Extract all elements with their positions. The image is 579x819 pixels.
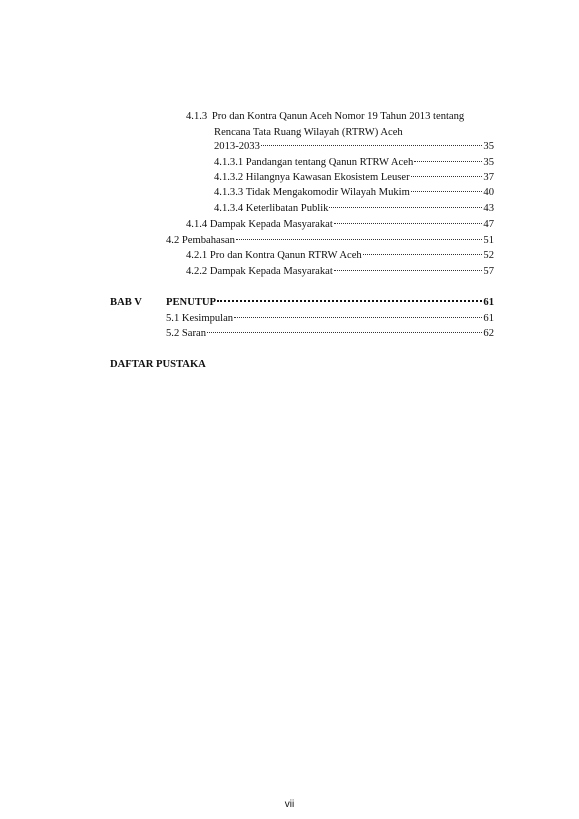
toc-number: 4.1.3.4 bbox=[214, 203, 244, 214]
dot-leader bbox=[236, 239, 483, 240]
dot-leader bbox=[217, 300, 482, 302]
toc-page-number: 52 bbox=[483, 250, 494, 261]
toc-number: 4.1.3.1 bbox=[214, 157, 244, 168]
toc-title: Dampak Kepada Masyarakat bbox=[209, 266, 333, 277]
toc-entry-4-1-3-4 bbox=[214, 202, 494, 215]
toc-title: Hilangnya Kawasan Ekosistem Leuser bbox=[245, 172, 410, 183]
toc-page-number: 57 bbox=[483, 266, 494, 277]
chapter-label-bab-v: BAB V bbox=[110, 297, 142, 308]
toc-title: Keterlibatan Publik bbox=[245, 203, 329, 214]
toc-page-number: 61 bbox=[483, 313, 494, 324]
dot-leader bbox=[363, 254, 483, 255]
toc-page-number: 37 bbox=[483, 172, 494, 183]
toc-number: 4.1.3.3 bbox=[214, 187, 244, 198]
toc-title: 2013-2033 bbox=[214, 141, 260, 152]
toc-title: Pandangan tentang Qanun RTRW Aceh bbox=[245, 157, 414, 168]
toc-number: 5.1 bbox=[166, 313, 180, 324]
toc-title: Saran bbox=[181, 328, 207, 339]
toc-entry-4-1-3-line1 bbox=[186, 110, 464, 123]
toc-page-number: 40 bbox=[483, 187, 494, 198]
toc-entry-daftar-pustaka: DAFTAR PUSTAKA bbox=[110, 359, 206, 370]
toc-title: Pembahasan bbox=[181, 235, 235, 246]
toc-number: 4.2 bbox=[166, 235, 180, 246]
toc-page-number: 62 bbox=[483, 328, 494, 339]
dot-leader bbox=[411, 176, 483, 177]
dot-leader bbox=[414, 161, 482, 162]
dot-leader bbox=[261, 145, 483, 146]
dot-leader bbox=[207, 332, 482, 333]
toc-title: Dampak Kepada Masyarakat bbox=[209, 219, 333, 230]
toc-number: 4.2.2 bbox=[186, 266, 208, 277]
toc-number: 4.1.4 bbox=[186, 219, 208, 230]
dot-leader bbox=[334, 270, 483, 271]
toc-page-number: 51 bbox=[483, 235, 494, 246]
toc-title: Pro dan Kontra Qanun RTRW Aceh bbox=[209, 250, 362, 261]
toc-title: Pro dan Kontra Qanun Aceh Nomor 19 Tahun 2013 tentang bbox=[211, 111, 465, 122]
toc-entry-4-1-3-1 bbox=[214, 156, 494, 169]
toc-entry-4-1-4 bbox=[186, 218, 494, 231]
toc-number: 5.2 bbox=[166, 328, 180, 339]
toc-title: Kesimpulan bbox=[181, 313, 234, 324]
toc-entry-4-1-3-line2: Rencana Tata Ruang Wilayah (RTRW) Aceh bbox=[214, 127, 403, 138]
dot-leader bbox=[411, 191, 483, 192]
toc-entry-4-2-2 bbox=[186, 265, 494, 278]
toc-entry-4-1-3-3 bbox=[214, 186, 494, 199]
toc-entry-5-1 bbox=[166, 312, 494, 325]
page-number: vii bbox=[284, 799, 295, 810]
toc-title: PENUTUP bbox=[166, 297, 217, 308]
toc-page-number: 47 bbox=[483, 219, 494, 230]
dot-leader bbox=[234, 317, 482, 318]
toc-page-number: 43 bbox=[483, 203, 494, 214]
toc-entry-bab-v-penutup bbox=[166, 296, 494, 309]
dot-leader bbox=[329, 207, 482, 208]
toc-title: Tidak Mengakomodir Wilayah Mukim bbox=[245, 187, 410, 198]
dot-leader bbox=[334, 223, 483, 224]
toc-entry-4-2 bbox=[166, 234, 494, 247]
toc-number: 4.2.1 bbox=[186, 250, 208, 261]
toc-entry-4-1-3-line3 bbox=[214, 140, 494, 153]
toc-entry-4-2-1 bbox=[186, 249, 494, 262]
toc-page-number: 35 bbox=[483, 141, 494, 152]
toc-page-number: 61 bbox=[483, 297, 494, 308]
toc-number: 4.1.3.2 bbox=[214, 172, 244, 183]
toc-number: 4.1.3 bbox=[186, 111, 208, 122]
toc-page-number: 35 bbox=[483, 157, 494, 168]
toc-entry-4-1-3-2 bbox=[214, 171, 494, 184]
toc-entry-5-2 bbox=[166, 327, 494, 340]
